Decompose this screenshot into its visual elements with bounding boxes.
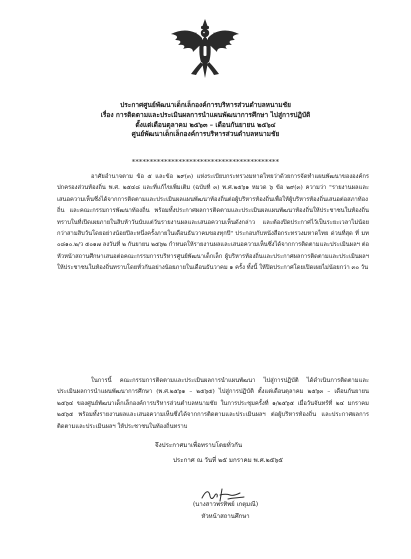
announcement-subject: เรื่อง การติดตามและประเมินผลการนำแผนพัฒนาการศึกษา ไปสู่การปฏิบัติ [100,110,311,119]
signer-position: หัวหน้าสถานศึกษา [201,513,250,520]
separator-line: ***************************************** [131,158,280,166]
announcement-issuer: ศูนย์พัฒนาเด็กเล็กองค์การบริหารส่วนตำบลหนามชัย [131,130,280,139]
garuda-emblem-icon [169,18,241,80]
paragraph-text: ในการนี้ คณะกรรมการติดตามและประเมินผลการนำแผนพัฒนา ไปสู่การปฏิบัติ ได้ดำเนินการติดตามและประเมินผลการนำแผนพัฒนาการศึกษา (พ.ศ.๒๕๖๑ – ๒๕๖๕) ไปสู่การปฏิบัติ ตั้งแต่เดือนตุลาคม ๒๕๖๓ – เดือนกันยายน ๒๕๖๔ ของศูนย์พัฒนาเด็กเล็กองค์การบริหารส่วนตำบลหนามชัย ในการประชุมครั้งที่ ๑/๒๕๖๕ เมื่อวันจันทร์ที่ ๒๔ มกราคม ๒๕๖๕ พร้อมทั้งรายงานผลและเสนอความเห็นซึ่งได้จากการติดตามและประเมินผลฯ ต่อผู้บริหารท้องถิ่น และประกาศผลการติดตามและประเมินผลฯ ให้ประชาชนในท้องถิ่นทราบ [57,378,369,430]
document-header [20,101,391,140]
body-paragraph-2 [57,376,369,433]
announcement-title: ประกาศศูนย์พัฒนาเด็กเล็กองค์การบริหารส่วนตำบลหนามชัย [120,101,291,109]
announcement-date: ประกาศ ณ วันที่ ๒๕ มกราคม พ.ศ.๒๕๖๕ [173,457,283,464]
body-paragraph-1 [57,172,369,275]
signer-name: (นางสาวพรทิพย์ เกตุมณี) [192,501,259,508]
announcement-period: ตั้งแต่เดือนตุลาคม ๒๕๖๓ – เดือนกันยายน ๒๕๖๔ [135,120,276,129]
paragraph-text: อาศัยอำนาจตาม ข้อ ๕ และข้อ ๒๙(๓) แห่งระเบียบกระทรวงมหาดไทยว่าด้วยการจัดทำแผนพัฒนาขององค์กรปกครองส่วนท้องถิ่น พ.ศ. ๒๕๔๘ และที่แก้ไขเพิ่มเติม (ฉบับที่ ๓) พ.ศ.๒๕๖๑ หมวด ๖ ข้อ ๒๙(๓) ความว่า "รายงานผลและเสนอความเห็นซึ่งได้จากการติดตามและประเมินผลแผนพัฒนาท้องถิ่นต่อผู้บริหารท้องถิ่นเพื่อให้ผู้บริหารท้องถิ่นเสนอต่อสภาท้องถิ่น และคณะกรรมการพัฒนาท้องถิ่น พร้อมทั้งประกาศผลการติดตามและประเมินผลแผนพัฒนาท้องถิ่นให้ประชาชนในท้องถิ่นทราบในที่เปิดเผยภายในสิบห้าวันนับแต่วันรายงานผลและเสนอความเห็นดังกล่าว และต้องปิดประกาศไว้เป็นระยะเวลาไม่น้อยกว่าสามสิบวันโดยอย่างน้อยปีละหนึ่งครั้งภายในเดือนธันวาคมของทุกปี" ประกอบกับหนังสือกระทรวงมหาดไทย ด่วนที่สุด ที่ มท ๐๘๑๐.๒/ว ๕๐๑๗ ลงวันที่ ๒ กันยายน ๒๕๖๒ กำหนดให้รายงานผลและเสนอความเห็นซึ่งได้จากการติดตามและประเมินผลฯ ต่อหัวหน้าสถานศึกษาเสนอต่อคณะกรรมการบริหารศูนย์พัฒนาเด็กเล็ก ผู้บริหารท้องถิ่นและประกาศผลการติดตามและประเมินผลฯ ให้ประชาชนในท้องถิ่นทราบโดยทั่วกันอย่างน้อยภายในเดือนธันวาคม ๑ ครั้ง ทั้งนี้ ให้ปิดประกาศโดยเปิดเผยไม่น้อยกว่า ๓๐ วัน [57,174,369,272]
closing-statement: จึงประกาศมาเพื่อทราบโดยทั่วกัน [155,442,243,449]
